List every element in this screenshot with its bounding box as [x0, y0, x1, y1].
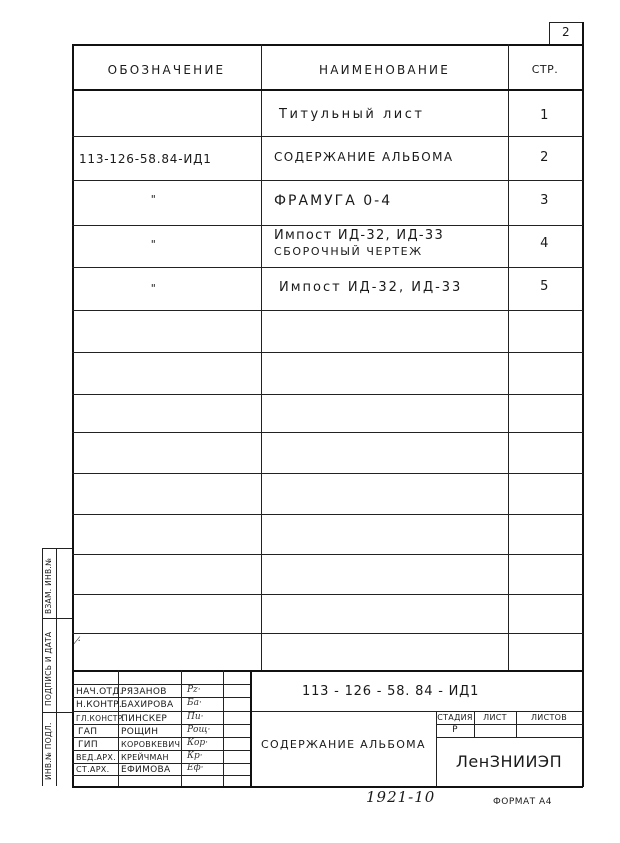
- person-5-signature: Кор·: [187, 738, 209, 748]
- row-4-designation: ": [150, 238, 158, 251]
- side-label-inv-podl: ИНВ.№ ПОДЛ.: [44, 722, 53, 780]
- person-1-signature: Pz·: [187, 685, 201, 695]
- row-5-page: 5: [540, 279, 550, 294]
- person-3-signature: Пи·: [187, 712, 204, 722]
- stage-value: Р: [452, 725, 458, 735]
- person-6-role: ВЕД.АРХ.: [76, 753, 117, 762]
- row-3-page: 3: [540, 193, 550, 208]
- person-1-name: РЯЗАНОВ: [121, 687, 167, 697]
- row-5-designation: ": [150, 282, 158, 295]
- row-4-name-line2: СБОРОЧНЫЙ ЧЕРТЕЖ: [274, 245, 423, 258]
- sheets-label: ЛИСТОВ: [530, 713, 568, 722]
- row-4-name: Импост ИД-32, ИД-33: [274, 228, 445, 243]
- sheet-number: 2: [562, 25, 572, 39]
- person-1-role: НАЧ.ОТД.: [76, 687, 123, 697]
- row-4-page: 4: [540, 236, 550, 251]
- row-2-page: 2: [540, 150, 550, 165]
- person-2-role: Н.КОНТР.: [76, 700, 123, 710]
- side-label-podpis-data: ПОДПИСЬ И ДАТА: [44, 631, 53, 706]
- row-1-page: 1: [540, 108, 550, 123]
- person-7-name: ЕФИМОВА: [121, 765, 171, 775]
- person-3-role: ГЛ.КОНСТР.: [76, 714, 126, 723]
- person-4-signature: Рощ·: [187, 725, 211, 735]
- row-1-name: Титульный лист: [279, 107, 425, 122]
- row-2-name: СОДЕРЖАНИЕ АЛЬБОМА: [274, 150, 454, 164]
- person-4-role: ГАП: [78, 727, 98, 737]
- organization-name: ЛенЗНИИЭП: [455, 752, 563, 771]
- header-page: СТР.: [531, 63, 559, 76]
- person-7-signature: Еф·: [187, 763, 204, 773]
- person-6-signature: Кр·: [187, 751, 203, 761]
- title-code: 113 - 126 - 58. 84 - ИД1: [302, 684, 480, 699]
- row-5-name: Импост ИД-32, ИД-33: [279, 280, 463, 295]
- person-6-name: КРЕЙЧМАН: [121, 753, 169, 762]
- person-4-name: РОЩИН: [121, 727, 159, 737]
- side-stamp-mark: ⁄·: [76, 636, 81, 647]
- row-3-name: ФРАМУГА 0-4: [274, 193, 393, 209]
- header-name: НАИМЕНОВАНИЕ: [318, 63, 451, 77]
- row-2-designation: 113-126-58.84-ИД1: [79, 152, 212, 166]
- title-doc-name: СОДЕРЖАНИЕ АЛЬБОМА: [261, 738, 426, 751]
- person-3-name: ПИНСКЕР: [121, 714, 168, 724]
- sheet-label: ЛИСТ: [483, 713, 507, 722]
- person-5-role: ГИП: [78, 740, 98, 750]
- footer-stamp-number: 1921-10: [366, 788, 436, 806]
- row-3-designation: ": [150, 193, 158, 206]
- person-5-name: КОРОВКЕВИЧ: [121, 740, 181, 749]
- header-designation: ОБОЗНАЧЕНИЕ: [107, 63, 226, 77]
- person-2-signature: Ба·: [187, 698, 202, 708]
- stage-label: СТАДИЯ: [437, 713, 473, 722]
- footer-format: ФОРМАТ А4: [493, 797, 552, 807]
- person-7-role: СТ.АРХ.: [76, 765, 110, 774]
- person-2-name: БАХИРОВА: [121, 700, 174, 710]
- side-label-vzam-inv: ВЗАМ. ИНВ.№: [44, 557, 53, 614]
